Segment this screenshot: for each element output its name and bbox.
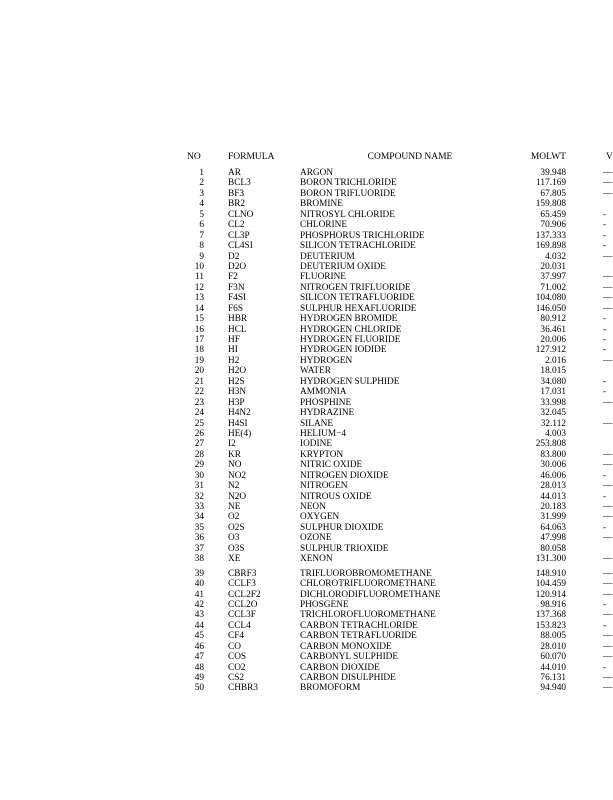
row-formula: H2O <box>228 366 247 377</box>
row-truncated-value: - <box>603 491 607 502</box>
row-compound-name: PHOSPHINE <box>300 397 352 408</box>
row-no: 32 <box>194 491 204 502</box>
row-truncated-value: - <box>603 209 607 220</box>
table-row <box>0 460 612 470</box>
row-compound-name: CARBON TETRACHLORIDE <box>300 620 418 631</box>
row-compound-name: AMMONIA <box>300 387 347 398</box>
table-row <box>0 387 612 397</box>
row-truncated-value: — <box>603 579 613 590</box>
row-formula: N2 <box>228 481 240 492</box>
row-molwt: 32.045 <box>540 408 566 419</box>
table-row <box>0 683 612 693</box>
table-row <box>0 356 612 366</box>
row-no: 6 <box>199 220 204 231</box>
table-row <box>0 621 612 631</box>
row-no: 42 <box>194 599 204 610</box>
row-no: 20 <box>194 366 204 377</box>
row-molwt: 83.800 <box>540 449 566 460</box>
compound-table-body <box>0 168 612 694</box>
row-truncated-value: — <box>603 397 613 408</box>
row-formula: AR <box>228 168 241 178</box>
row-truncated-value: — <box>603 272 613 283</box>
row-molwt: 88.005 <box>540 631 566 642</box>
row-formula: I2 <box>228 439 236 450</box>
row-truncated-value: - <box>603 241 607 252</box>
row-molwt: 146.050 <box>535 303 566 314</box>
row-formula: NE <box>228 502 241 512</box>
row-no: 3 <box>199 188 204 199</box>
row-truncated-value: — <box>603 502 613 512</box>
table-row <box>0 252 612 262</box>
table-row <box>0 512 612 522</box>
row-truncated-value: - <box>603 335 607 345</box>
row-compound-name: NITROGEN <box>300 481 348 492</box>
row-formula: CL2 <box>228 220 245 231</box>
row-formula: HE(4) <box>228 428 252 439</box>
row-truncated-value: - <box>603 220 607 231</box>
row-formula: HCL <box>228 324 247 335</box>
row-molwt: 71.002 <box>540 282 566 293</box>
table-row <box>0 544 612 554</box>
row-no: 7 <box>199 230 204 241</box>
row-truncated-value: — <box>603 460 613 471</box>
row-molwt: 169.898 <box>535 241 566 252</box>
table-row <box>0 377 612 387</box>
row-no: 17 <box>194 335 204 345</box>
table-row <box>0 314 612 324</box>
row-compound-name: SILICON TETRAFLUORIDE <box>300 293 415 304</box>
row-truncated-value: — <box>603 589 613 600</box>
row-molwt: 80.058 <box>540 543 566 554</box>
table-row <box>0 533 612 543</box>
row-compound-name: CARBON MONOXIDE <box>300 641 392 652</box>
row-compound-name: NEON <box>300 502 326 512</box>
row-molwt: 30.006 <box>540 460 566 471</box>
row-formula: NO <box>228 460 242 471</box>
row-molwt: 80.912 <box>540 314 566 325</box>
row-truncated-value: — <box>603 355 613 366</box>
row-molwt: 20.183 <box>540 502 566 512</box>
row-no: 14 <box>194 303 204 314</box>
row-no: 15 <box>194 314 204 325</box>
row-molwt: 32.112 <box>540 418 566 429</box>
row-no: 49 <box>194 673 204 683</box>
row-molwt: 60.070 <box>540 652 566 663</box>
table-row <box>0 398 612 408</box>
row-compound-name: NITROUS OXIDE <box>300 491 372 502</box>
row-no: 50 <box>194 683 204 694</box>
row-truncated-value: - <box>603 662 607 673</box>
row-molwt: 37.997 <box>540 272 566 283</box>
row-molwt: 159.808 <box>535 199 566 210</box>
table-row <box>0 554 612 564</box>
table-row <box>0 631 612 641</box>
table-row <box>0 178 612 188</box>
row-truncated-value: - <box>603 376 607 387</box>
table-row <box>0 419 612 429</box>
row-molwt: 94.940 <box>540 683 566 694</box>
row-formula: CF4 <box>228 631 245 642</box>
row-formula: CLNO <box>228 209 254 220</box>
row-formula: CL4SI <box>228 241 253 252</box>
row-molwt: 98.916 <box>540 599 566 610</box>
row-molwt: 104.080 <box>535 293 566 304</box>
row-truncated-value: - <box>603 522 607 533</box>
row-no: 4 <box>199 199 204 210</box>
row-compound-name: HYDRAZINE <box>300 408 355 419</box>
row-formula: CL3P <box>228 230 250 241</box>
row-compound-name: OZONE <box>300 533 332 544</box>
row-formula: N2O <box>228 491 247 502</box>
row-formula: H2S <box>228 376 245 387</box>
row-formula: H2 <box>228 355 240 366</box>
row-molwt: 44.010 <box>540 662 566 673</box>
row-formula: CCLF3 <box>228 579 256 590</box>
row-no: 5 <box>199 209 204 220</box>
row-compound-name: HELIUM−4 <box>300 428 347 439</box>
row-formula: XE <box>228 554 241 565</box>
table-row <box>0 439 612 449</box>
row-molwt: 44.013 <box>540 491 566 502</box>
row-formula: CCL4 <box>228 620 251 631</box>
row-no: 34 <box>194 512 204 523</box>
row-truncated-value: - <box>603 230 607 241</box>
row-no: 27 <box>194 439 204 450</box>
table-row <box>0 579 612 589</box>
table-row <box>0 471 612 481</box>
row-formula: HI <box>228 345 238 356</box>
row-compound-name: NITROGEN TRIFLUORIDE <box>300 282 411 293</box>
row-molwt: 18.015 <box>540 366 566 377</box>
row-formula: H3P <box>228 397 245 408</box>
row-no: 45 <box>194 631 204 642</box>
table-row <box>0 652 612 662</box>
row-truncated-value: - <box>603 314 607 325</box>
row-molwt: 47.998 <box>540 533 566 544</box>
row-truncated-value: — <box>603 641 613 652</box>
row-truncated-value: - <box>603 620 607 631</box>
row-molwt: 120.914 <box>535 589 566 600</box>
row-no: 29 <box>194 460 204 471</box>
row-molwt: 137.368 <box>535 610 566 621</box>
row-truncated-value: — <box>603 251 613 262</box>
row-no: 22 <box>194 387 204 398</box>
row-formula: F3N <box>228 282 245 293</box>
table-row <box>0 429 612 439</box>
row-no: 19 <box>194 355 204 366</box>
row-formula: H3N <box>228 387 247 398</box>
row-compound-name: SILANE <box>300 418 334 429</box>
row-compound-name: BROMINE <box>300 199 343 210</box>
row-compound-name: DICHLORODIFLUOROMETHANE <box>300 589 441 600</box>
row-compound-name: CARBONYL SULPHIDE <box>300 652 399 663</box>
row-compound-name: HYDROGEN CHLORIDE <box>300 324 402 335</box>
table-row <box>0 189 612 199</box>
row-formula: BR2 <box>228 199 246 210</box>
row-formula: O3S <box>228 543 245 554</box>
table-row <box>0 293 612 303</box>
row-molwt: 64.063 <box>540 522 566 533</box>
row-compound-name: TRIFLUOROBROMOMETHANE <box>300 568 432 579</box>
table-row <box>0 610 612 620</box>
row-truncated-value: — <box>603 554 613 565</box>
row-compound-name: SILICON TETRACHLORIDE <box>300 241 416 252</box>
row-truncated-value: — <box>603 293 613 304</box>
row-no: 18 <box>194 345 204 356</box>
row-truncated-value: — <box>603 303 613 314</box>
row-truncated-value: — <box>603 652 613 663</box>
row-formula: CO <box>228 641 241 652</box>
row-no: 31 <box>194 481 204 492</box>
row-no: 23 <box>194 397 204 408</box>
row-no: 30 <box>194 470 204 481</box>
row-no: 26 <box>194 428 204 439</box>
row-compound-name: CARBON TETRAFLUORIDE <box>300 631 417 642</box>
table-row <box>0 272 612 282</box>
row-formula: CO2 <box>228 662 246 673</box>
row-compound-name: XENON <box>300 554 333 565</box>
row-formula: HF <box>228 335 240 345</box>
row-compound-name: BORON TRIFLUORIDE <box>300 188 396 199</box>
row-compound-name: HYDROGEN FLUORIDE <box>300 335 401 345</box>
row-truncated-value: - <box>603 470 607 481</box>
row-truncated-value: — <box>603 178 613 189</box>
row-no: 25 <box>194 418 204 429</box>
row-no: 1 <box>199 168 204 178</box>
table-row <box>0 663 612 673</box>
row-compound-name: NITROSYL CHLORIDE <box>300 209 395 220</box>
row-molwt: 39.948 <box>540 168 566 178</box>
row-no: 2 <box>199 178 204 189</box>
table-row <box>0 642 612 652</box>
row-compound-name: IODINE <box>300 439 333 450</box>
row-molwt: 104.459 <box>535 579 566 590</box>
table-row <box>0 450 612 460</box>
row-molwt: 20.006 <box>540 335 566 345</box>
row-no: 44 <box>194 620 204 631</box>
row-molwt: 28.013 <box>540 481 566 492</box>
row-compound-name: DEUTERIUM OXIDE <box>300 261 386 272</box>
row-formula: H4N2 <box>228 408 251 419</box>
row-compound-name: SULPHUR DIOXIDE <box>300 522 384 533</box>
row-no: 24 <box>194 408 204 419</box>
header-compound-name: COMPOUND NAME <box>367 152 453 162</box>
table-row <box>0 569 612 579</box>
row-formula: CCL2F2 <box>228 589 261 600</box>
row-molwt: 4.003 <box>545 428 566 439</box>
row-compound-name: FLUORINE <box>300 272 346 283</box>
row-no: 28 <box>194 449 204 460</box>
row-compound-name: NITRIC OXIDE <box>300 460 363 471</box>
row-compound-name: HYDROGEN <box>300 355 353 366</box>
row-no: 12 <box>194 282 204 293</box>
row-truncated-value: — <box>603 418 613 429</box>
table-row <box>0 590 612 600</box>
table-row <box>0 262 612 272</box>
row-compound-name: BROMOFORM <box>300 683 361 694</box>
row-formula: COS <box>228 652 247 663</box>
row-molwt: 76.131 <box>540 673 566 683</box>
row-formula: KR <box>228 449 241 460</box>
row-compound-name: DEUTERIUM <box>300 251 355 262</box>
row-formula: F4SI <box>228 293 247 304</box>
row-compound-name: CARBON DISULPHIDE <box>300 673 396 683</box>
row-no: 13 <box>194 293 204 304</box>
table-row <box>0 325 612 335</box>
row-formula: CCL3F <box>228 610 256 621</box>
row-truncated-value: — <box>603 168 613 178</box>
row-formula: BCL3 <box>228 178 251 189</box>
row-truncated-value: — <box>603 631 613 642</box>
table-row <box>0 283 612 293</box>
table-row <box>0 345 612 355</box>
row-formula: D2 <box>228 251 240 262</box>
row-no: 37 <box>194 543 204 554</box>
row-molwt: 70.906 <box>540 220 566 231</box>
row-molwt: 253.808 <box>535 439 566 450</box>
row-no: 9 <box>199 251 204 262</box>
row-formula: O3 <box>228 533 240 544</box>
row-no: 33 <box>194 502 204 512</box>
row-formula: H4SI <box>228 418 248 429</box>
row-truncated-value: — <box>603 481 613 492</box>
row-molwt: 153.823 <box>535 620 566 631</box>
row-compound-name: OXYGEN <box>300 512 340 523</box>
row-no: 21 <box>194 376 204 387</box>
row-molwt: 31.999 <box>540 512 566 523</box>
table-row <box>0 220 612 230</box>
header-molwt: MOLWT <box>530 152 566 162</box>
row-molwt: 2.016 <box>545 355 566 366</box>
row-molwt: 65.459 <box>540 209 566 220</box>
row-compound-name: SULPHUR HEXAFLUORIDE <box>300 303 417 314</box>
row-compound-name: ARGON <box>300 168 334 178</box>
row-compound-name: KRYPTON <box>300 449 344 460</box>
row-molwt: 127.912 <box>535 345 566 356</box>
table-row <box>0 231 612 241</box>
row-formula: O2S <box>228 522 245 533</box>
row-molwt: 137.333 <box>535 230 566 241</box>
row-compound-name: WATER <box>300 366 331 377</box>
table-row <box>0 600 612 610</box>
row-molwt: 17.031 <box>540 387 566 398</box>
row-compound-name: CHLORINE <box>300 220 347 231</box>
row-compound-name: NITROGEN DIOXIDE <box>300 470 389 481</box>
row-truncated-value: — <box>603 568 613 579</box>
row-molwt: 131.300 <box>535 554 566 565</box>
table-row <box>0 492 612 502</box>
row-truncated-value: — <box>603 282 613 293</box>
row-compound-name: BORON TRICHLORIDE <box>300 178 397 189</box>
row-molwt: 67.805 <box>540 188 566 199</box>
row-molwt: 34.080 <box>540 376 566 387</box>
row-no: 48 <box>194 662 204 673</box>
row-compound-name: PHOSPHORUS TRICHLORIDE <box>300 230 425 241</box>
header-formula: FORMULA <box>228 152 275 162</box>
row-no: 11 <box>195 272 204 283</box>
row-formula: F2 <box>228 272 238 283</box>
row-formula: CCL2O <box>228 599 258 610</box>
row-truncated-value: — <box>603 673 613 683</box>
row-compound-name: HYDROGEN BROMIDE <box>300 314 398 325</box>
row-no: 40 <box>194 579 204 590</box>
row-molwt: 33.998 <box>540 397 566 408</box>
table-row <box>0 168 612 178</box>
row-molwt: 46.006 <box>540 470 566 481</box>
row-no: 47 <box>194 652 204 663</box>
row-no: 8 <box>199 241 204 252</box>
row-compound-name: CHLOROTRIFLUOROMETHANE <box>300 579 436 590</box>
table-row <box>0 366 612 376</box>
row-no: 43 <box>194 610 204 621</box>
row-formula: CS2 <box>228 673 245 683</box>
row-compound-name: CARBON DIOXIDE <box>300 662 380 673</box>
row-compound-name: PHOSGENE <box>300 599 349 610</box>
row-truncated-value: - <box>603 599 607 610</box>
row-no: 38 <box>194 554 204 565</box>
row-no: 16 <box>194 324 204 335</box>
row-formula: D2O <box>228 261 247 272</box>
row-truncated-value: — <box>603 533 613 544</box>
row-no: 46 <box>194 641 204 652</box>
table-row <box>0 241 612 251</box>
header-truncated-column: V <box>606 152 613 162</box>
row-no: 39 <box>194 568 204 579</box>
row-molwt: 36.461 <box>540 324 566 335</box>
table-row <box>0 523 612 533</box>
row-molwt: 4.032 <box>545 251 566 262</box>
table-row <box>0 481 612 491</box>
row-compound-name: HYDROGEN IODIDE <box>300 345 387 356</box>
table-row <box>0 199 612 209</box>
row-compound-name: HYDROGEN SULPHIDE <box>300 376 400 387</box>
row-truncated-value: — <box>603 683 613 694</box>
row-no: 35 <box>194 522 204 533</box>
table-row <box>0 502 612 512</box>
row-formula: BF3 <box>228 188 245 199</box>
row-compound-name: SULPHUR TRIOXIDE <box>300 543 389 554</box>
row-truncated-value: — <box>603 188 613 199</box>
row-no: 41 <box>194 589 204 600</box>
row-formula: HBR <box>228 314 248 325</box>
row-compound-name: TRICHLOROFLUOROMETHANE <box>300 610 436 621</box>
row-formula: NO2 <box>228 470 247 481</box>
header-no: NO <box>187 152 201 162</box>
table-row <box>0 335 612 345</box>
row-truncated-value: — <box>603 512 613 523</box>
row-no: 10 <box>194 261 204 272</box>
row-truncated-value: - <box>603 387 607 398</box>
row-no: 36 <box>194 533 204 544</box>
row-truncated-value: - <box>603 324 607 335</box>
table-row <box>0 408 612 418</box>
row-truncated-value: - <box>603 345 607 356</box>
row-formula: O2 <box>228 512 240 523</box>
table-row <box>0 673 612 683</box>
row-molwt: 148.910 <box>535 568 566 579</box>
row-truncated-value: — <box>603 610 613 621</box>
table-row <box>0 210 612 220</box>
row-truncated-value: — <box>603 449 613 460</box>
row-molwt: 117.169 <box>536 178 566 189</box>
row-formula: CHBR3 <box>228 683 258 694</box>
row-formula: CBRF3 <box>228 568 257 579</box>
row-molwt: 20.031 <box>540 261 566 272</box>
table-row <box>0 304 612 314</box>
row-formula: F6S <box>228 303 243 314</box>
row-molwt: 28.010 <box>540 641 566 652</box>
